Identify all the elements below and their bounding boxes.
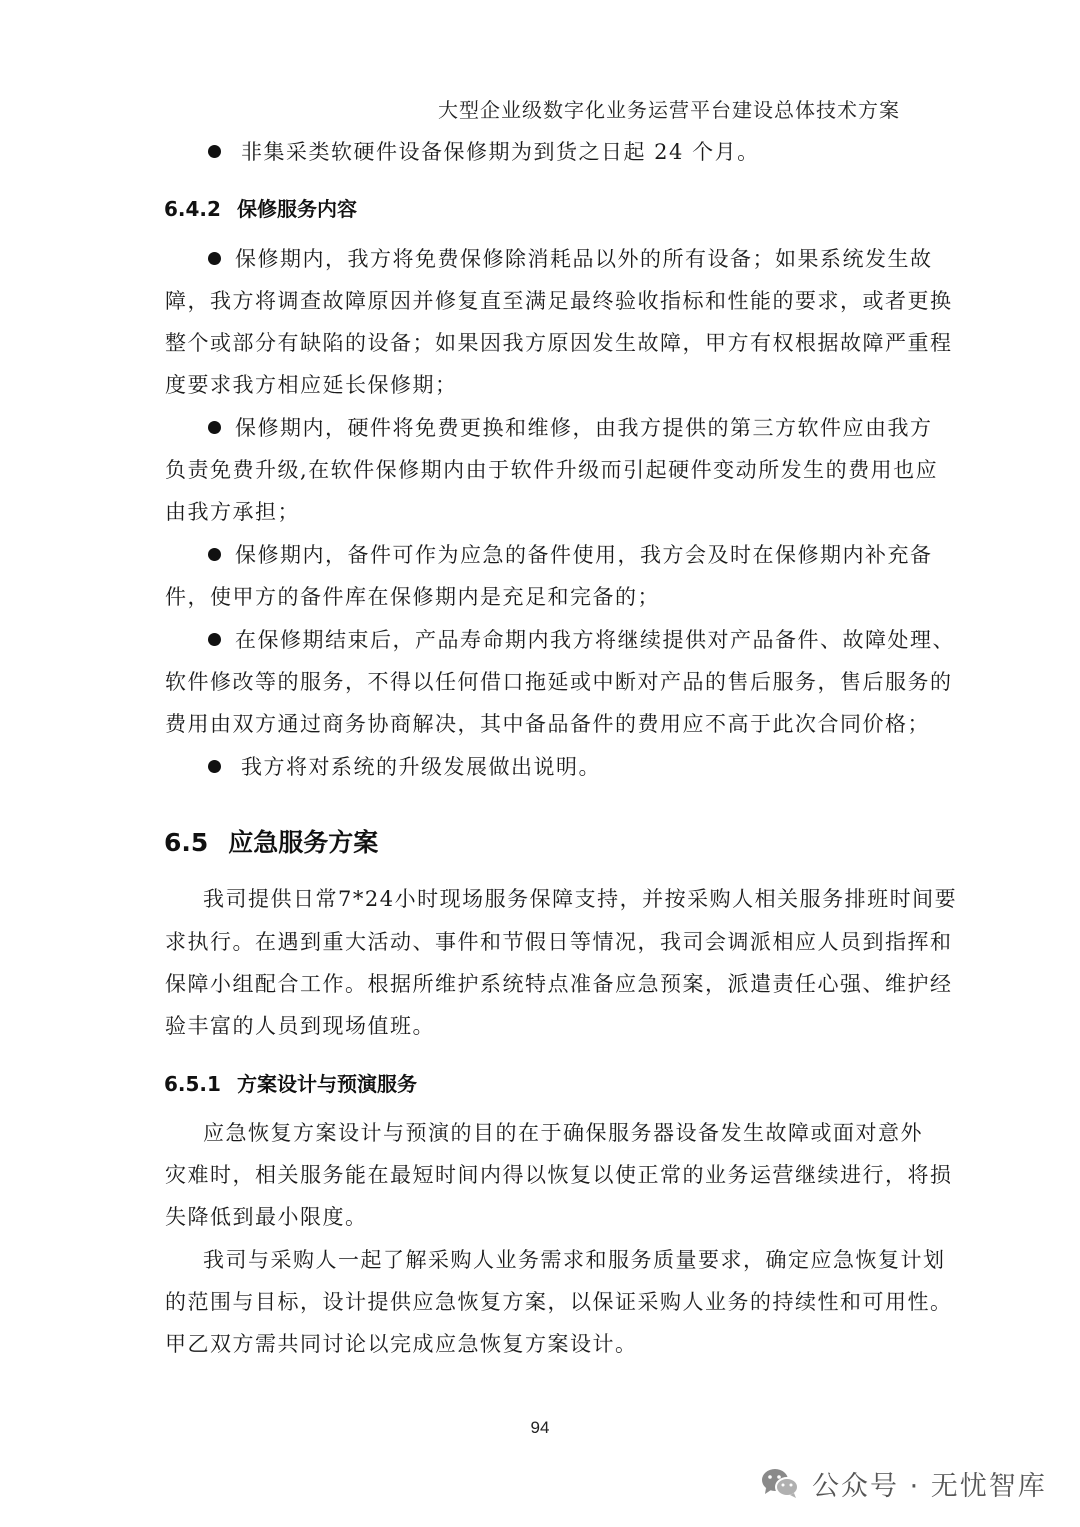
- bullet-icon: [208, 633, 221, 646]
- list-item: 保修期内，硬件将免费更换和维修，由我方提供的第三方软件应由我方: [208, 407, 917, 449]
- list-item: 保修期内，我方将免费保修除消耗品以外的所有设备；如果系统发生故: [208, 238, 917, 280]
- header-rule: [163, 127, 918, 128]
- bullet-icon: [208, 252, 221, 265]
- paragraph-line: 失降低到最小限度。: [165, 1205, 368, 1229]
- running-header: 大型企业级数字化业务运营平台建设总体技术方案: [438, 98, 900, 122]
- list-item-line: 软件修改等的服务，不得以任何借口拖延或中断对产品的售后服务，售后服务的: [165, 670, 953, 694]
- section-heading-6-5-1: 6.5.1 方案设计与预演服务: [164, 1072, 417, 1096]
- list-item-line: 负责免费升级,在软件保修期内由于软件升级而引起硬件变动所发生的费用也应: [165, 458, 939, 482]
- paragraph-line: 保障小组配合工作。根据所维护系统特点准备应急预案，派遣责任心强、维护经: [165, 972, 953, 996]
- list-item: 保修期内，备件可作为应急的备件使用，我方会及时在保修期内补充备: [208, 534, 917, 576]
- bullet-icon: [208, 145, 221, 158]
- paragraph-line: 甲乙双方需共同讨论以完成应急恢复方案设计。: [165, 1332, 638, 1356]
- paragraph-line: 求执行。在遇到重大活动、事件和节假日等情况，我司会调派相应人员到指挥和: [165, 930, 953, 954]
- section-heading-6-4-2: 6.4.2 保修服务内容: [164, 197, 357, 221]
- paragraph-line: 验丰富的人员到现场值班。: [165, 1014, 435, 1038]
- paragraph-line: 我司与采购人一起了解采购人业务需求和服务质量要求，确定应急恢复计划: [203, 1248, 946, 1272]
- list-item-line: 费用由双方通过商务协商解决，其中备品备件的费用应不高于此次合同价格；: [165, 712, 930, 736]
- paragraph-line: 我司提供日常7*24小时现场服务保障支持，并按采购人相关服务排班时间要: [203, 887, 958, 911]
- list-item-line: 障，我方将调查故障原因并修复直至满足最终验收指标和性能的要求，或者更换: [165, 289, 953, 313]
- watermark: 公众号 · 无忧智库: [760, 1463, 1047, 1503]
- bullet-icon: [208, 760, 221, 773]
- section-heading-6-5: 6.5 应急服务方案: [164, 828, 379, 857]
- paragraph-line: 的范围与目标，设计提供应急恢复方案，以保证采购人业务的持续性和可用性。: [165, 1290, 953, 1314]
- list-item-line: 件，使甲方的备件库在保修期内是充足和完备的；: [165, 585, 660, 609]
- list-item-line: 由我方承担；: [165, 500, 300, 524]
- list-item-line: 度要求我方相应延长保修期；: [165, 373, 458, 397]
- paragraph-line: 灾难时，相关服务能在最短时间内得以恢复以使正常的业务运营继续进行，将损: [165, 1163, 953, 1187]
- paragraph-line: 应急恢复方案设计与预演的目的在于确保服务器设备发生故障或面对意外: [203, 1121, 923, 1145]
- bullet-icon: [208, 548, 221, 561]
- list-item: 非集采类软硬件设备保修期为到货之日起 24 个月。: [208, 131, 760, 173]
- list-item: 在保修期结束后，产品寿命期内我方将继续提供对产品备件、故障处理、: [208, 619, 917, 661]
- list-item: 我方将对系统的升级发展做出说明。: [208, 746, 601, 788]
- bullet-icon: [208, 421, 221, 434]
- list-item-line: 整个或部分有缺陷的设备；如果因我方原因发生故障，甲方有权根据故障严重程: [165, 331, 953, 355]
- page-number: 94: [530, 1418, 550, 1437]
- wechat-icon: [760, 1466, 800, 1500]
